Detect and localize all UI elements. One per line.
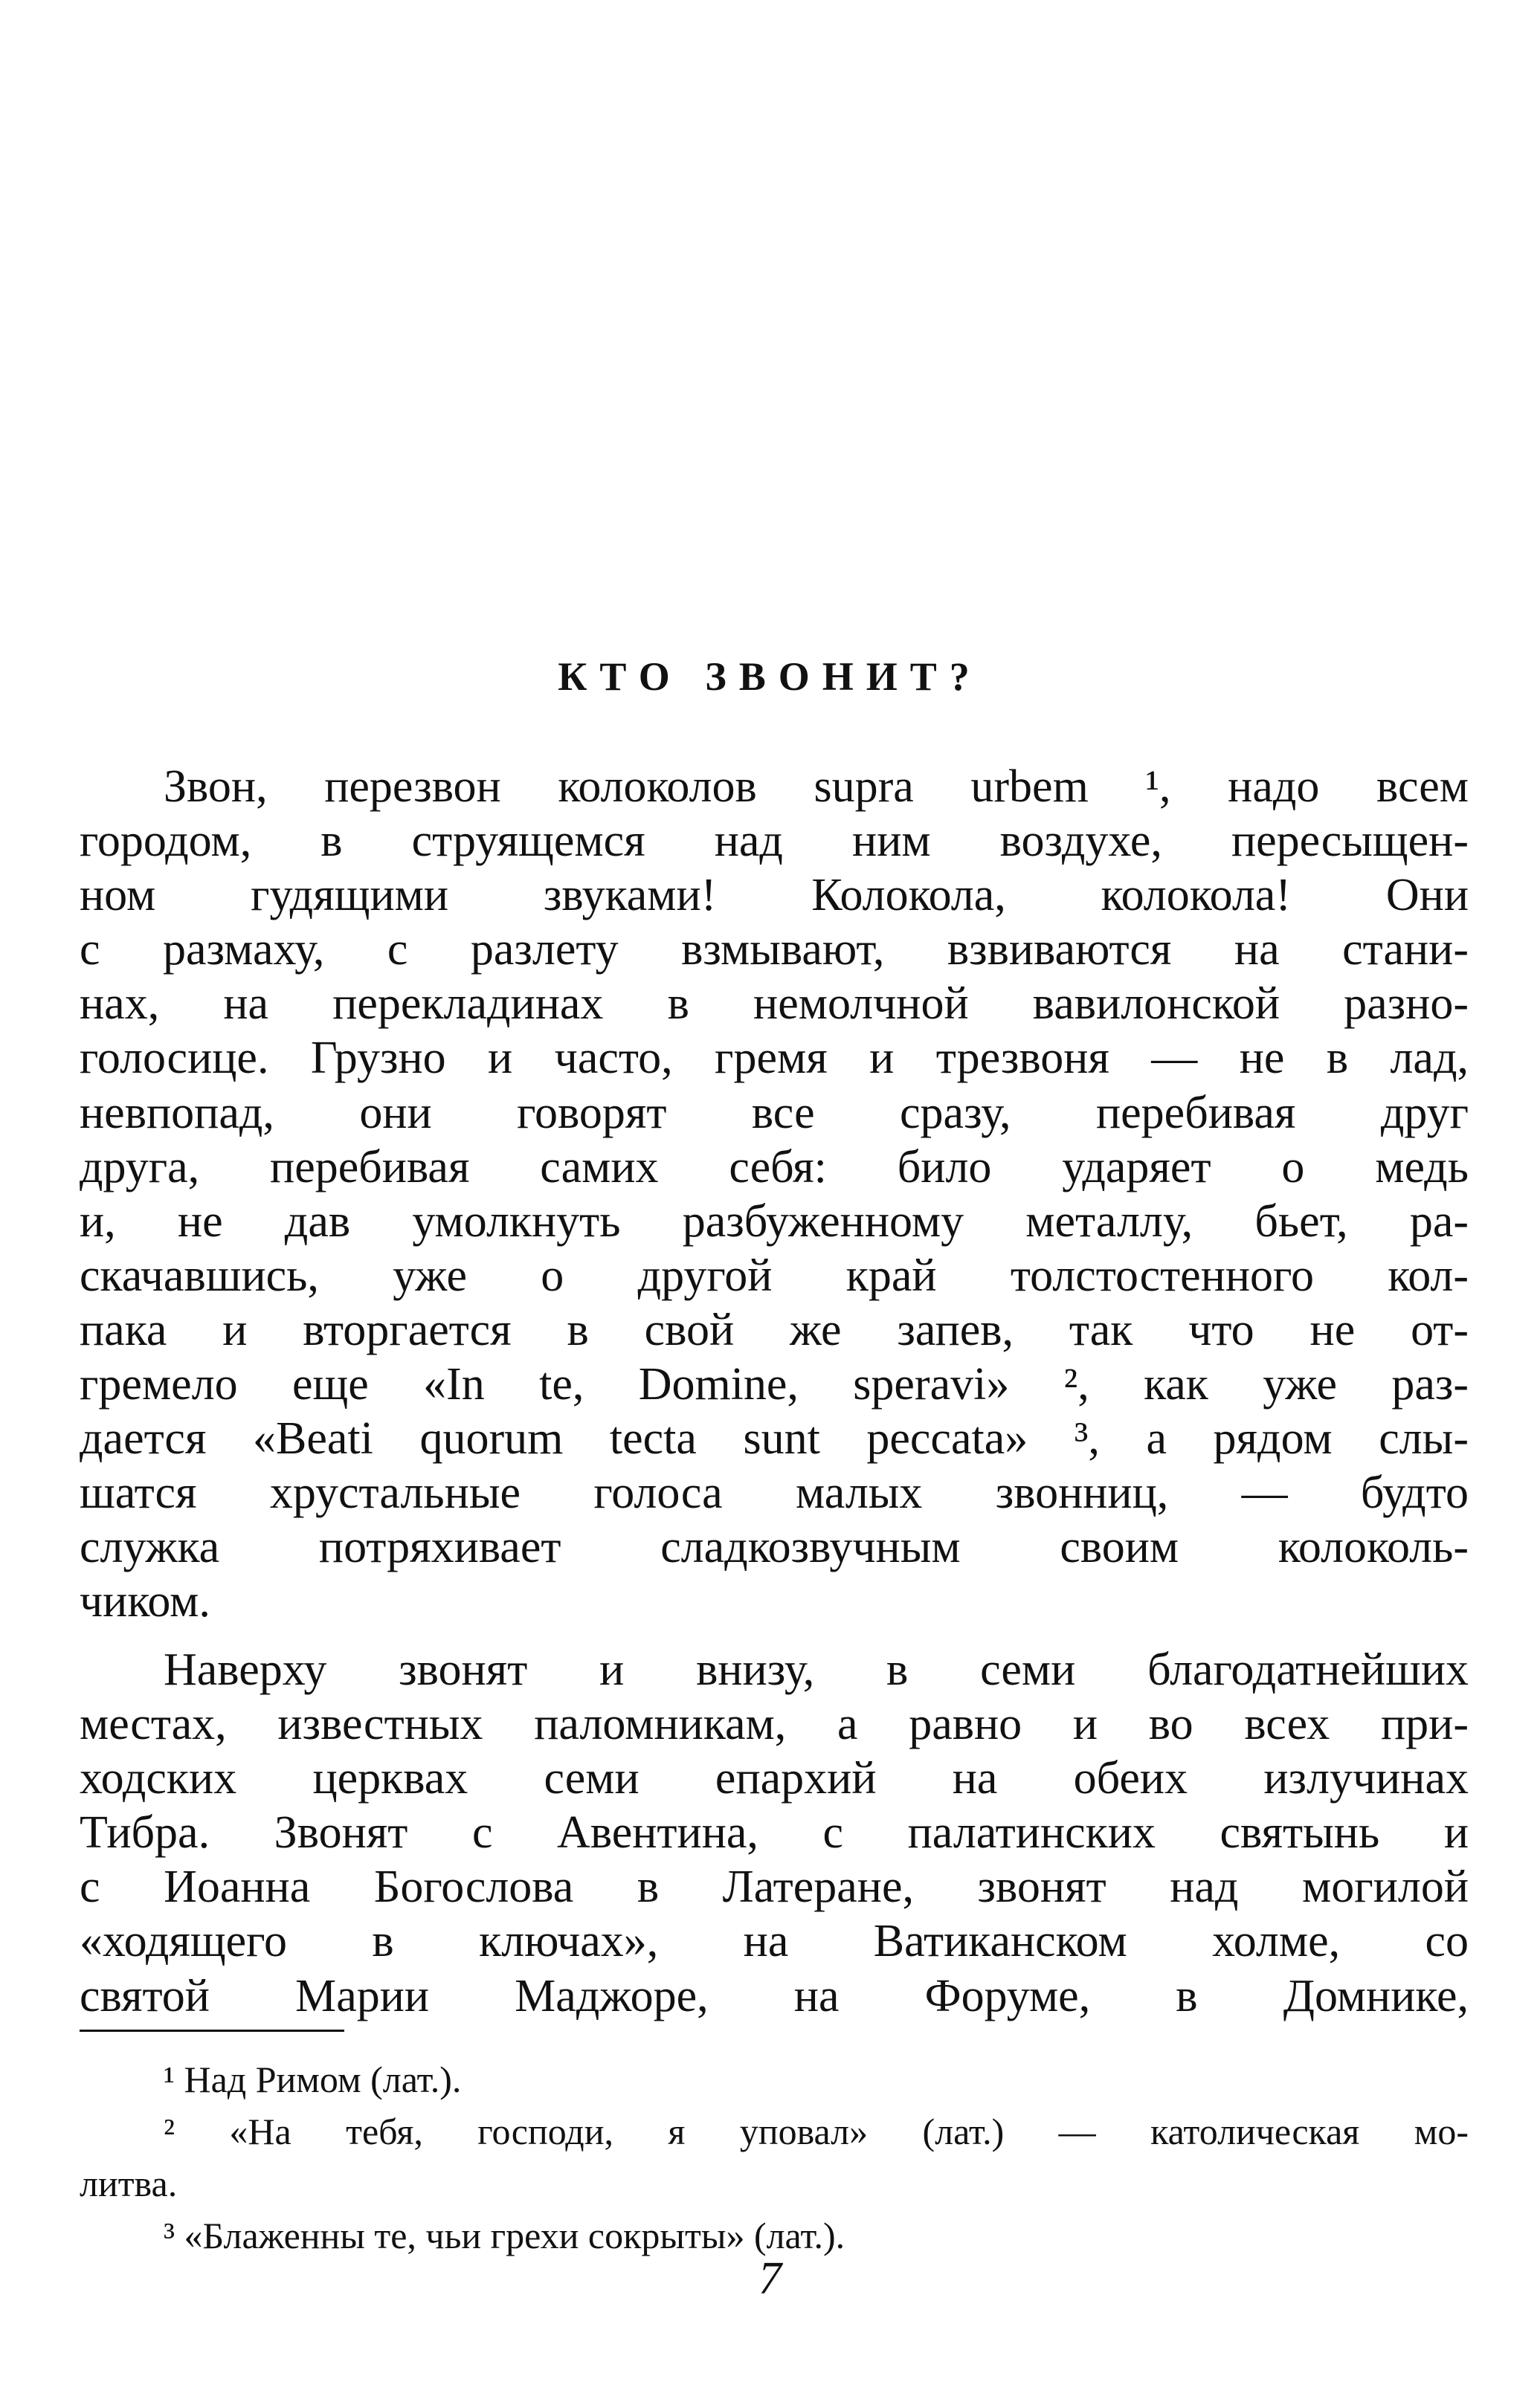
text-line: с размаху, с разлету взмывают, взвиваются на стани-: [80, 924, 1469, 975]
text-line: дается «Beati quorum tecta sunt peccata» ³, а рядом слы-: [80, 1413, 1469, 1465]
text-line: невпопад, они говорят все сразу, перебивая друг: [80, 1087, 1469, 1138]
footnote-2: ² «На тебя, господи, я уповал» (лат.) — католическая мо-: [164, 2111, 1469, 2152]
text-line: голосице. Грузно и часто, гремя и трезвоня — не в лад,: [80, 1033, 1469, 1084]
text-line: Тибра. Звонят с Авентина, с палатинских святынь и: [80, 1807, 1469, 1859]
paragraph-2: [80, 1643, 1469, 2024]
footnote-3: ³ «Блаженны те, чьи грехи сокрыты» (лат.).: [164, 2215, 845, 2256]
text-line: скачавшись, уже о другой край толстостенного кол-: [80, 1250, 1469, 1301]
paragraph-1: [80, 760, 1469, 1630]
footnote-1: ¹ Над Римом (лат.).: [164, 2059, 462, 2100]
text-line: ходских церквах семи епархий на обеих излучинах: [80, 1753, 1469, 1804]
text-line: святой Марии Маджоре, на Форуме, в Домнике,: [80, 1970, 1469, 2021]
text-line: «ходящего в ключах», на Ватиканском холме, со: [80, 1916, 1469, 1967]
page-number: 7: [758, 2253, 782, 2304]
text-line: чиком.: [80, 1576, 210, 1627]
text-line: шатся хрустальные голоса малых звонниц, — будто: [80, 1468, 1469, 1519]
footnote-2-continuation: литва.: [80, 2163, 178, 2204]
text-line: ном гудящими звуками! Колокола, колокола! Они: [80, 870, 1469, 921]
text-line: пака и вторгается в свой же запев, так что не от-: [80, 1304, 1469, 1355]
text-line: служка потряхивает сладкозвучным своим колоколь-: [80, 1522, 1469, 1573]
footnotes: [80, 2053, 1469, 2262]
text-line: с Иоанна Богослова в Латеране, звонят над могилой: [80, 1862, 1469, 1913]
text-line: местах, известных паломникам, а равно и во всех при-: [80, 1699, 1469, 1750]
text-line: Наверху звонят и внизу, в семи благодатнейших: [164, 1644, 1469, 1695]
text-line: гремело еще «In te, Domine, speravi» ², как уже раз-: [80, 1359, 1469, 1410]
text-line: нах, на перекладинах в немолчной вавилонской разно-: [80, 978, 1469, 1030]
chapter-title: КТО ЗВОНИТ?: [558, 654, 982, 699]
text-line: друга, перебивая самих себя: било ударяет о медь: [80, 1141, 1469, 1192]
text-line: городом, в струящемся над ним воздухе, пересыщен-: [80, 816, 1469, 867]
footnote-divider: [80, 2030, 344, 2032]
text-line: Звон, перезвон колоколов supra urbem ¹, надо всем: [164, 761, 1469, 812]
text-line: и, не дав умолкнуть разбуженному металлу, бьет, ра-: [80, 1195, 1469, 1247]
